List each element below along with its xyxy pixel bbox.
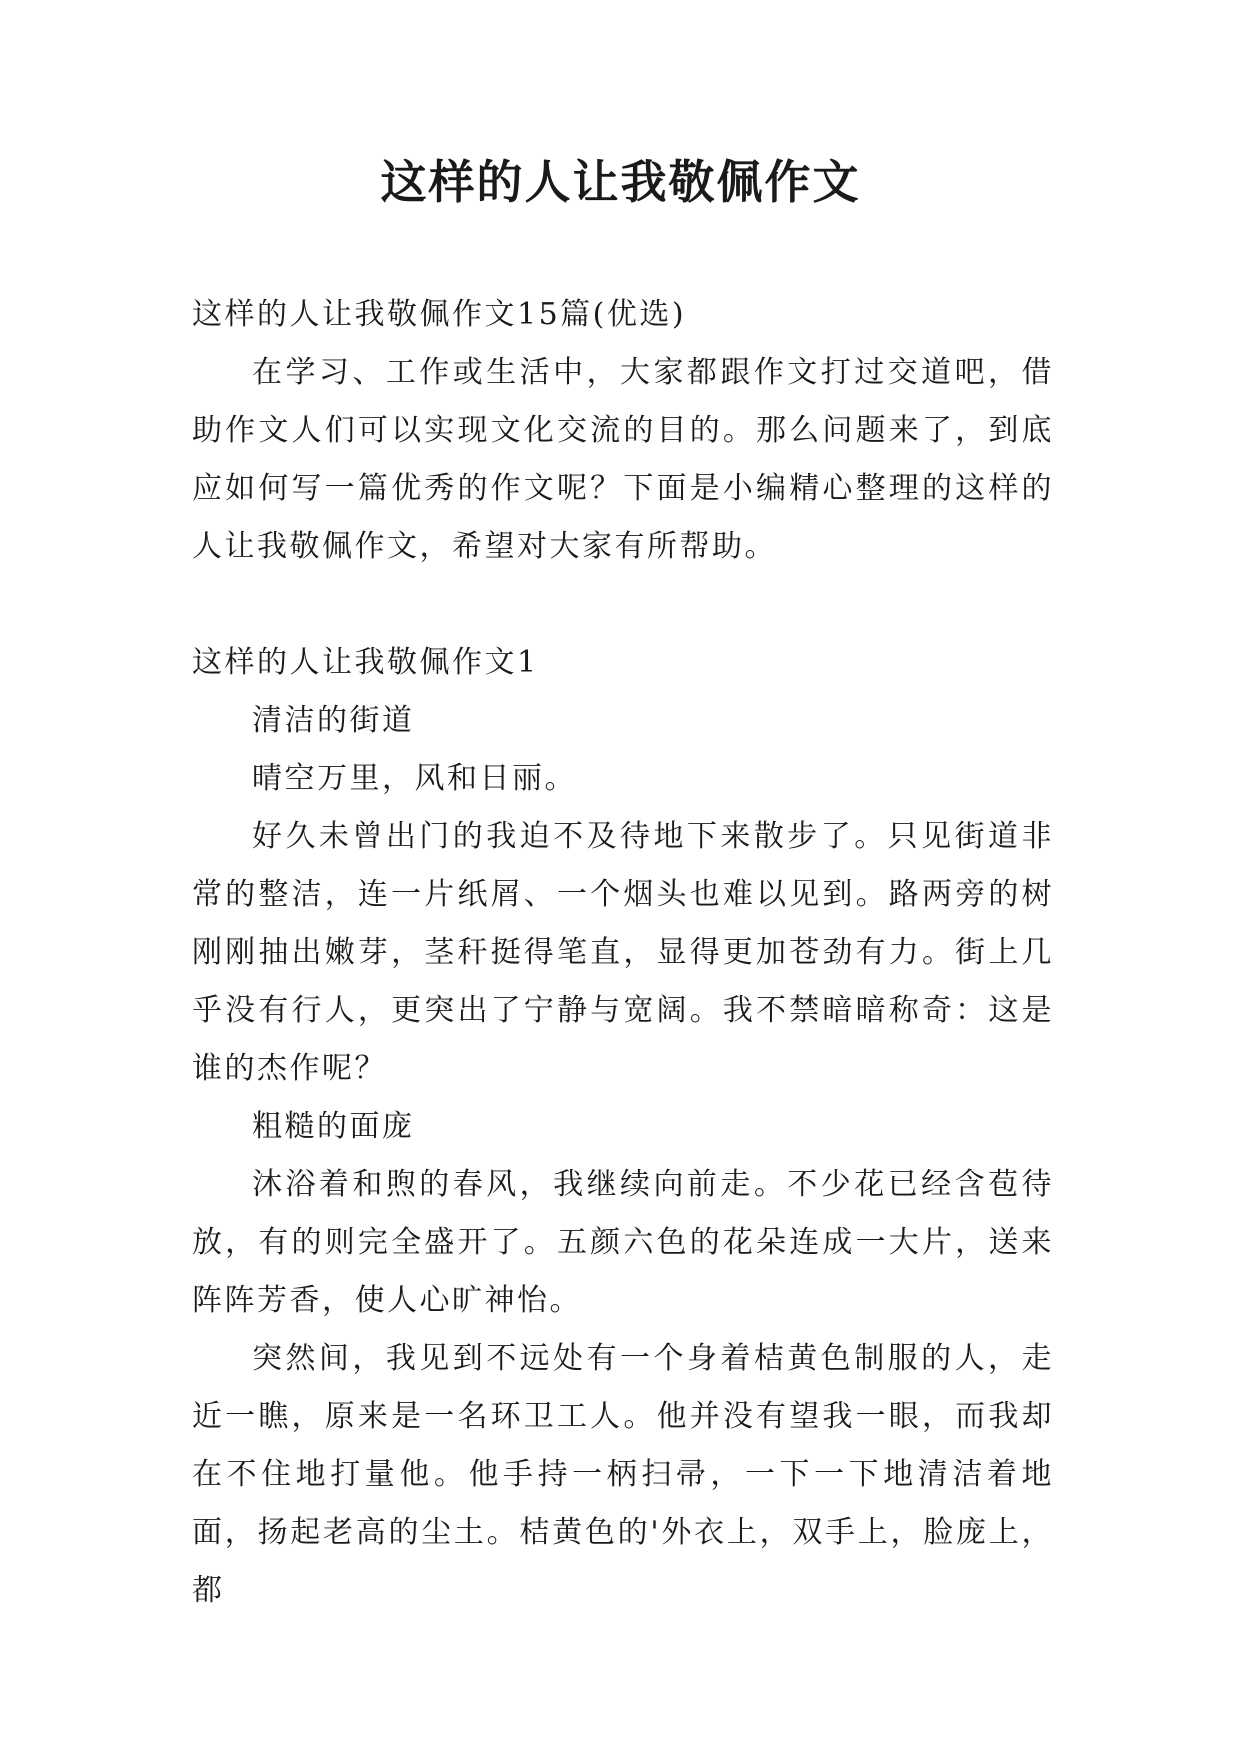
paragraph: 沐浴着和煦的春风，我继续向前走。不少花已经含苞待放，有的则完全盛开了。五颜六色的花朵连成一大片，送来阵阵芳香，使人心旷神怡。 (192, 1167, 1054, 1318)
paragraph: 晴空万里，风和日丽。 (252, 761, 577, 796)
section-spacer (192, 576, 1054, 634)
intro-paragraph: 在学习、工作或生活中，大家都跟作文打过交道吧，借助作文人们可以实现文化交流的目的。那么问题来了，到底应如何写一篇优秀的作文呢？下面是小编精心整理的这样的人让我敬佩作文，希望对大家有所帮助。 (192, 355, 1054, 564)
document-body (192, 286, 1054, 1620)
paragraph: 粗糙的面庞 (252, 1109, 415, 1144)
document-title: 这样的人让我敬佩作文 (380, 155, 861, 209)
paragraph: 好久未曾出门的我迫不及待地下来散步了。只见街道非常的整洁，连一片纸屑、一个烟头也难以见到。路两旁的树刚刚抽出嫩芽，茎秆挺得笔直，显得更加苍劲有力。街上几乎没有行人，更突出了宁静与宽阔。我不禁暗暗称奇：这是谁的杰作呢？ (192, 819, 1054, 1086)
paragraph: 突然间，我见到不远处有一个身着桔黄色制服的人，走近一瞧，原来是一名环卫工人。他并没有望我一眼，而我却在不住地打量他。他手持一柄扫帚，一下一下地清洁着地面，扬起老高的尘土。桔黄色的'外衣上，双手上，脸庞上，都 (192, 1341, 1054, 1608)
section-title: 这样的人让我敬佩作文1 (192, 645, 539, 680)
paragraph: 清洁的街道 (252, 703, 415, 738)
document-subtitle: 这样的人让我敬佩作文15篇(优选) (192, 297, 687, 332)
